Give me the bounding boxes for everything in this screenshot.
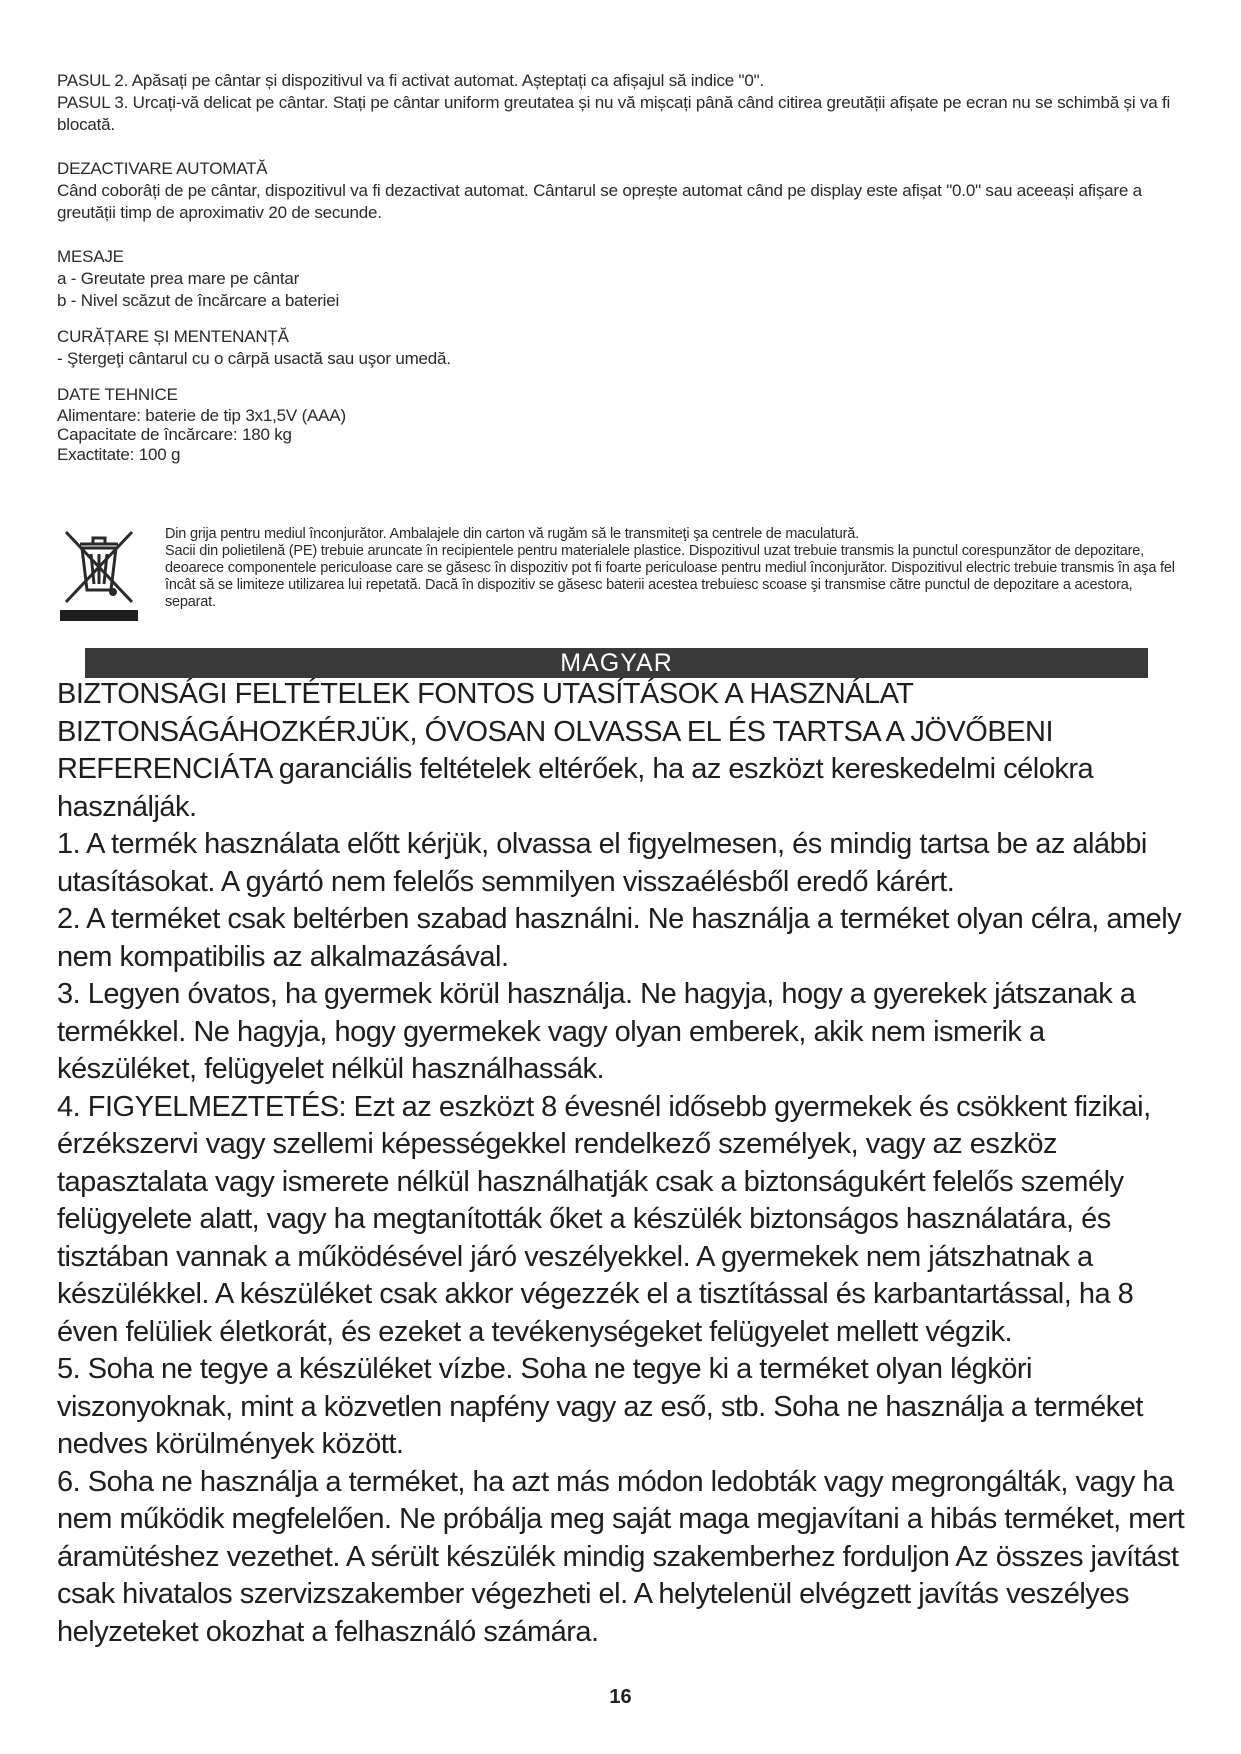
crossed-bin-icon — [60, 526, 138, 621]
cleaning-heading: CURĂȚARE ȘI MENTENANȚĂ — [57, 327, 289, 346]
language-banner: MAGYAR — [85, 648, 1148, 678]
auto-off-text: Când coborâți de pe cântar, dispozitivul va fi dezactivat automat. Cântarul se oprește automat când pe display este afișat "0.0" sau aceeași afișare a greutății timp de aproximativ 20 de secunde. — [57, 181, 1142, 222]
hu-item-6: 6. Soha ne használja a terméket, ha azt más módon ledobták vagy megrongálták, vagy ha nem működik megfelelően. Ne próbálja meg saját maga megjavítani a hibás terméket, mert áramütéshez vezethet. A sérült készülék mindig szakemberhez forduljon Az összes javítást csak hivatalos szervizszakember végezheti el. A helytelenül elvégzett javítás veszélyes helyzeteket okozhat a felhasználó számára. — [57, 1465, 1185, 1648]
hu-item-5: 5. Soha ne tegye a készüléket vízbe. Soha ne tegye ki a terméket olyan légköri viszonyoknak, mint a közvetlen napfény vagy az eső, stb. Soha ne használja a terméket nedves körülmények között. — [57, 1353, 1143, 1460]
hungarian-section — [57, 676, 1187, 1651]
hu-item-3: 3. Legyen óvatos, ha gyermek körül használja. Ne hagyja, hogy a gyerekek játszanak a termékkel. Ne hagyja, hogy gyermekek vagy olyan emberek, akik nem ismerik a készüléket, felügyelet nélkül használhassák. — [57, 978, 1136, 1085]
romanian-section — [57, 70, 1187, 466]
step-2-text: PASUL 2. Apăsați pe cântar și dispozitivul va fi activat automat. Așteptați ca afișajul să indice "0". — [57, 71, 764, 90]
hu-item-2: 2. A terméket csak beltérben szabad használni. Ne használja a terméket olyan célra, amely nem kompatibilis az alkalmazásával. — [57, 903, 1182, 973]
weee-line-2: Sacii din polietilenă (PE) trebuie aruncate în recipientele pentru materialele plastice. Dispozitivul uzat trebuie transmis la punctul corespunzător de depozitare, deoarece componentele periculoase care se găsesc în dispozitiv pot fi foarte periculoase pentru mediul înconjurător. Dispozitivul electric trebuie transmis în aşa fel încât să se limiteze utilizarea lui repetată. Dacă în dispozitiv se găsesc baterii acestea trebuiesc scoase şi transmise către punctul de depozitare a acestora, separat. — [165, 543, 1175, 610]
cleaning-text: - Ştergeţi cântarul cu o cârpă usactă sau uşor umedă. — [57, 349, 451, 368]
page-number: 16 — [609, 1686, 632, 1708]
weee-line-1: Din grija pentru mediul înconjurător. Ambalajele din carton vă rugăm să le transmiteţi şa centrele de maculatură. — [165, 526, 859, 542]
hu-intro: BIZTONSÁGI FELTÉTELEK FONTOS UTASÍTÁSOK A HASZNÁLAT BIZTONSÁGÁHOZKÉRJÜK, ÓVOSAN OLVASSA EL ÉS TARTSA A JÖVŐBENI REFERENCIÁTA garanciális feltételek eltérőek, ha az eszközt kereskedelmi célokra használják. — [57, 678, 1094, 823]
auto-off-heading: DEZACTIVARE AUTOMATĂ — [57, 159, 268, 178]
tech-power: Alimentare: baterie de tip 3x1,5V (AAA) — [57, 406, 346, 425]
tech-heading: DATE TEHNICE — [57, 385, 178, 404]
tech-accuracy: Exactitate: 100 g — [57, 445, 181, 464]
step-3-text: PASUL 3. Urcați-vă delicat pe cântar. Stați pe cântar uniform greutatea și nu vă mișcați până când citirea greutății afișate pe ecran nu se schimbă și va fi blocată. — [57, 93, 1171, 134]
hu-item-1: 1. A termék használata előtt kérjük, olvassa el figyelmesen, és mindig tartsa be az alábbi utasításokat. A gyártó nem felelős semmilyen visszaélésből eredő kárért. — [57, 828, 1147, 898]
hu-item-4: 4. FIGYELMEZTETÉS: Ezt az eszközt 8 évesnél idősebb gyermekek és csökkent fizikai, érzékszervi vagy szellemi képességekkel rendelkező személyek, vagy az eszköz tapasztalata vagy ismerete nélkül használhatják csak a biztonságukért felelős személy felügyelete alatt, vagy ha megtanították őket a készülék biztonságos használatára, és tisztában vannak a működésével járó veszélyekkel. A gyermekek nem játszhatnak a készülékkel. A készüléket csak akkor végezzék el a tisztítással és karbantartással, ha 8 éven felüliek életkorát, és ezeket a tevékenységeket felügyelet mellett végzik. — [57, 1090, 1151, 1348]
messages-heading: MESAJE — [57, 247, 124, 266]
message-b: b - Nivel scăzut de încărcare a bateriei — [57, 291, 340, 310]
tech-capacity: Capacitate de încărcare: 180 kg — [57, 425, 292, 444]
message-a: a - Greutate prea mare pe cântar — [57, 269, 300, 288]
